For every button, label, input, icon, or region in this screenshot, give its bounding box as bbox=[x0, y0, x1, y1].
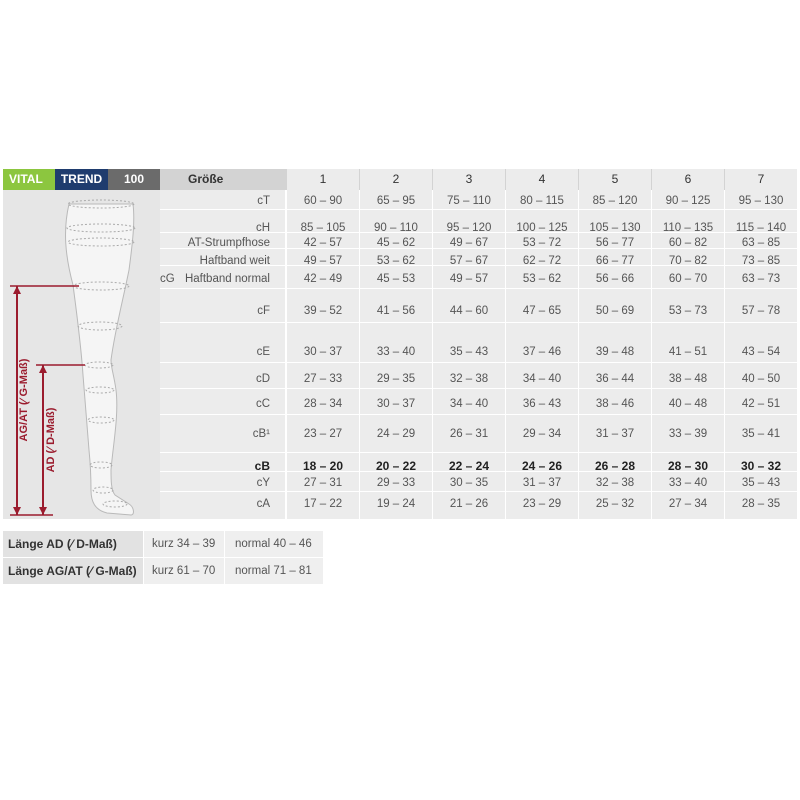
brand-tab-100: 100 bbox=[108, 169, 160, 190]
row-label: cY bbox=[256, 477, 270, 489]
table-cell: 75 – 110 bbox=[447, 195, 491, 207]
table-cell: 30 – 35 bbox=[449, 477, 489, 489]
table-cell: 22 – 24 bbox=[448, 459, 490, 473]
table-cell: 53 – 73 bbox=[668, 305, 708, 317]
table-cell: 60 – 82 bbox=[668, 237, 708, 249]
table-cell: 33 – 39 bbox=[668, 428, 708, 440]
label-ag-at: AG/AT (⁄ G-Maß) bbox=[18, 358, 30, 442]
length-ad-short: kurz 34 – 39 bbox=[144, 531, 224, 557]
table-cell: 27 – 33 bbox=[303, 373, 343, 385]
row-label: cE bbox=[256, 346, 270, 358]
size-header-3: 3 bbox=[433, 169, 505, 190]
table-cell: 27 – 31 bbox=[303, 477, 343, 489]
table-cell: 53 – 62 bbox=[522, 273, 562, 285]
table-cell: 36 – 43 bbox=[522, 398, 562, 410]
table-cell: 36 – 44 bbox=[595, 373, 635, 385]
table-cell: 100 – 125 bbox=[516, 222, 568, 234]
table-cell: 41 – 51 bbox=[668, 346, 708, 358]
table-cell: 42 – 51 bbox=[741, 398, 781, 410]
table-cell: 44 – 60 bbox=[449, 305, 489, 317]
table-cell: 29 – 33 bbox=[376, 477, 416, 489]
table-cell: 30 – 37 bbox=[303, 346, 343, 358]
size-header-2: 2 bbox=[360, 169, 432, 190]
row-label: cF bbox=[257, 305, 270, 317]
table-cell: 31 – 37 bbox=[595, 428, 635, 440]
size-header-label: Größe bbox=[188, 172, 224, 186]
table-cell: 95 – 120 bbox=[446, 222, 492, 234]
table-cell: 32 – 38 bbox=[595, 477, 635, 489]
table-cell: 49 – 57 bbox=[449, 273, 489, 285]
table-cell: 34 – 40 bbox=[449, 398, 489, 410]
table-cell: 28 – 35 bbox=[741, 498, 781, 510]
table-cell: 32 – 38 bbox=[449, 373, 489, 385]
table-cell: 17 – 22 bbox=[303, 498, 343, 510]
size-header-6: 6 bbox=[652, 169, 724, 190]
table-cell: 35 – 43 bbox=[741, 477, 781, 489]
size-header-1: 1 bbox=[287, 169, 359, 190]
table-cell: 38 – 46 bbox=[595, 398, 635, 410]
table-cell: 85 – 105 bbox=[300, 222, 346, 234]
table-cell: 24 – 29 bbox=[376, 428, 416, 440]
table-cell: 45 – 53 bbox=[376, 273, 416, 285]
table-cell: 63 – 85 bbox=[741, 237, 781, 249]
table-cell: 29 – 35 bbox=[376, 373, 416, 385]
table-cell: 53 – 72 bbox=[522, 237, 562, 249]
row-separator bbox=[160, 209, 797, 210]
table-cell: 66 – 77 bbox=[595, 255, 635, 267]
table-cell: 49 – 67 bbox=[449, 237, 489, 249]
table-cell: 21 – 26 bbox=[449, 498, 489, 510]
brand-tab-trend: TREND bbox=[55, 169, 108, 190]
table-cell: 23 – 27 bbox=[303, 428, 343, 440]
table-cell: 34 – 40 bbox=[522, 373, 562, 385]
table-cell: 57 – 78 bbox=[741, 305, 781, 317]
table-cell: 23 – 29 bbox=[522, 498, 562, 510]
row-label: cD bbox=[255, 373, 270, 385]
length-ag-at-normal: normal 71 – 81 bbox=[225, 558, 323, 584]
table-cell: 27 – 34 bbox=[668, 498, 708, 510]
table-cell: 37 – 46 bbox=[522, 346, 562, 358]
table-cell: 57 – 67 bbox=[449, 255, 489, 267]
table-cell: 25 – 32 bbox=[595, 498, 635, 510]
row-label: cA bbox=[256, 498, 270, 510]
length-ag-at-short: kurz 61 – 70 bbox=[144, 558, 224, 584]
table-cell: 115 – 140 bbox=[735, 222, 787, 234]
row-separator bbox=[160, 362, 797, 363]
table-cell: 95 – 130 bbox=[738, 195, 784, 207]
table-cell: 63 – 73 bbox=[741, 273, 781, 285]
table-cell: 33 – 40 bbox=[376, 346, 416, 358]
table-cell: 43 – 54 bbox=[741, 346, 781, 358]
table-cell: 53 – 62 bbox=[376, 255, 416, 267]
table-cell: 30 – 32 bbox=[740, 459, 782, 473]
table-cell: 85 – 120 bbox=[592, 195, 638, 207]
table-cell: 110 – 135 bbox=[662, 222, 714, 234]
row-label: cC bbox=[255, 398, 270, 410]
size-header-5: 5 bbox=[579, 169, 651, 190]
row-separator bbox=[160, 452, 797, 453]
row-separator bbox=[160, 414, 797, 415]
row-separator bbox=[160, 322, 797, 323]
table-cell: 42 – 57 bbox=[303, 237, 343, 249]
table-cell: 42 – 49 bbox=[303, 273, 343, 285]
row-label: AT-Strumpfhose bbox=[187, 237, 270, 249]
table-cell: 26 – 28 bbox=[594, 459, 636, 473]
table-cell: 24 – 26 bbox=[521, 459, 563, 473]
table-cell: 40 – 48 bbox=[668, 398, 708, 410]
row-label: cB bbox=[254, 459, 270, 473]
row-label: cT bbox=[257, 195, 270, 207]
table-cell: 38 – 48 bbox=[668, 373, 708, 385]
table-cell: 80 – 115 bbox=[520, 195, 564, 207]
row-separator bbox=[160, 388, 797, 389]
table-cell: 33 – 40 bbox=[668, 477, 708, 489]
table-cell: 56 – 66 bbox=[595, 273, 635, 285]
table-cell: 29 – 34 bbox=[522, 428, 562, 440]
table-cell: 19 – 24 bbox=[376, 498, 416, 510]
table-cell: 18 – 20 bbox=[302, 459, 344, 473]
row-label: cH bbox=[255, 222, 270, 234]
table-cell: 65 – 95 bbox=[376, 195, 416, 207]
table-cell: 20 – 22 bbox=[375, 459, 417, 473]
table-cell: 30 – 37 bbox=[376, 398, 416, 410]
table-cell: 35 – 41 bbox=[741, 428, 781, 440]
length-ag-at-label: Länge AG/AT (⁄ G-Maß) bbox=[3, 558, 143, 584]
size-header-7: 7 bbox=[725, 169, 797, 190]
leg-diagram bbox=[3, 190, 160, 519]
row-separator bbox=[160, 491, 797, 492]
table-cell: 49 – 57 bbox=[303, 255, 343, 267]
table-cell: 50 – 69 bbox=[595, 305, 635, 317]
cg-group-label: cG bbox=[160, 273, 175, 285]
row-label: Haftband weit bbox=[199, 255, 270, 267]
brand-tab-vital: VITAL bbox=[3, 169, 55, 190]
table-cell: 45 – 62 bbox=[376, 237, 416, 249]
table-cell: 62 – 72 bbox=[522, 255, 562, 267]
row-label: cB¹ bbox=[252, 428, 270, 440]
row-separator bbox=[160, 288, 797, 289]
table-cell: 35 – 43 bbox=[449, 346, 489, 358]
table-cell: 39 – 48 bbox=[595, 346, 635, 358]
length-ad-normal: normal 40 – 46 bbox=[225, 531, 323, 557]
table-cell: 70 – 82 bbox=[668, 255, 708, 267]
table-cell: 28 – 34 bbox=[303, 398, 343, 410]
table-cell: 41 – 56 bbox=[376, 305, 416, 317]
table-cell: 73 – 85 bbox=[741, 255, 781, 267]
label-ad: AD (⁄ D-Maß) bbox=[45, 407, 57, 473]
table-cell: 60 – 70 bbox=[668, 273, 708, 285]
table-cell: 47 – 65 bbox=[522, 305, 562, 317]
table-cell: 105 – 130 bbox=[589, 222, 641, 234]
table-cell: 60 – 90 bbox=[303, 195, 343, 207]
table-cell: 31 – 37 bbox=[522, 477, 562, 489]
table-cell: 39 – 52 bbox=[303, 305, 343, 317]
row-label: Haftband normal bbox=[184, 273, 270, 285]
table-cell: 26 – 31 bbox=[449, 428, 489, 440]
table-cell: 90 – 125 bbox=[665, 195, 711, 207]
table-cell: 56 – 77 bbox=[595, 237, 635, 249]
length-ad-label: Länge AD (⁄ D-Maß) bbox=[3, 531, 143, 557]
table-cell: 28 – 30 bbox=[667, 459, 709, 473]
table-cell: 90 – 110 bbox=[374, 222, 418, 234]
table-cell: 40 – 50 bbox=[741, 373, 781, 385]
size-header-4: 4 bbox=[506, 169, 578, 190]
